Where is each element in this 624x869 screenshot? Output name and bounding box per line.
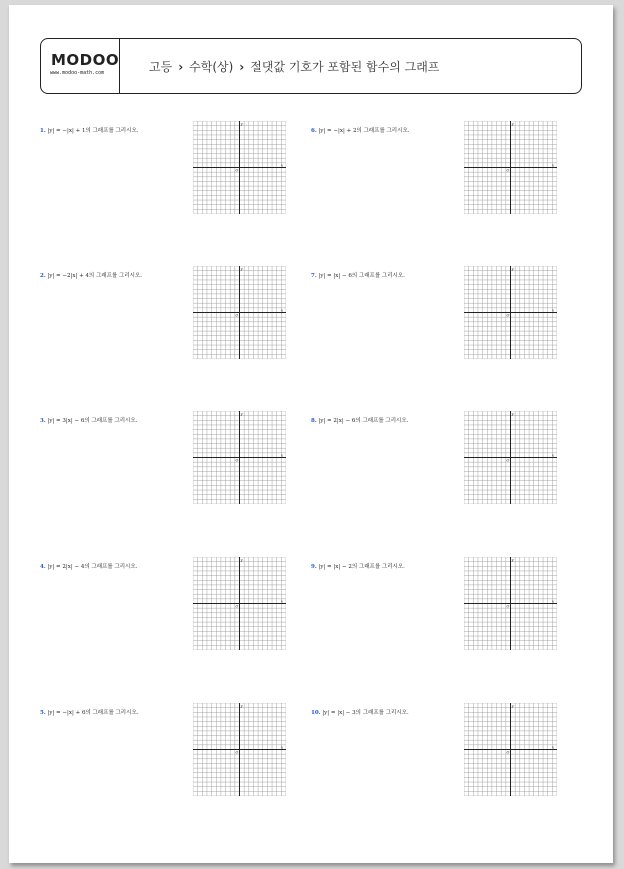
logo[interactable] [41,39,120,93]
problem-number: 5. [40,710,46,716]
problem-item [40,267,330,371]
origin-label: O [506,458,510,463]
x-axis-label: x [552,308,554,313]
origin-label: O [506,313,510,318]
problem-text [40,708,139,716]
problem-statement: |y| = −|x| + 6의 그래프를 그리시오. [45,710,139,716]
problem-statement: |y| = 3|x| − 6의 그래프를 그리시오. [45,418,138,424]
problem-text [311,708,409,716]
origin-label: O [506,750,510,755]
breadcrumb-item-topic[interactable]: 절댓값 기호가 포함된 함수의 그래프 [250,60,440,74]
problem-item [40,704,330,808]
problem-statement: |y| = −2|x| + 4의 그래프를 그리시오. [45,273,142,279]
problem-text [40,271,142,279]
problem-text [40,126,139,134]
problem-item [311,412,601,516]
coordinate-grid[interactable] [464,411,557,504]
logo-url: www.modoo-math.com [50,70,105,76]
header-banner [40,38,582,94]
problem-item [40,558,330,662]
worksheet-page [9,5,613,863]
problem-number: 4. [40,564,46,570]
problem-statement: |y| = |x| − 3의 그래프를 그리시오. [320,710,409,716]
y-axis-label: y [511,122,514,126]
problem-number: 7. [311,273,317,279]
problem-statement: |y| = −|x| + 2의 그래프를 그리시오. [316,128,410,134]
problem-text [40,416,137,424]
coordinate-grid[interactable] [193,411,286,504]
x-axis-label: x [281,163,283,168]
coordinate-grid[interactable] [193,703,286,796]
problem-statement: |y| = 2|x| − 4의 그래프를 그리시오. [45,564,138,570]
y-axis-label: y [240,412,243,416]
x-axis-label: x [552,745,554,750]
x-axis-label: x [281,599,283,604]
chevron-right-icon: › [239,60,245,74]
problem-text [40,562,137,570]
y-axis-label: y [511,412,514,416]
problem-item [311,267,601,371]
y-axis-label: y [511,704,514,708]
coordinate-grid[interactable] [193,121,286,214]
x-axis-label: x [281,308,283,313]
coordinate-grid[interactable] [193,266,286,359]
x-axis-label: x [281,745,283,750]
problem-number: 3. [40,418,46,424]
y-axis-label: y [240,558,243,562]
problem-text [311,562,405,570]
breadcrumb-item-level[interactable]: 고등 [149,60,173,74]
problem-statement: |y| = −|x| + 1의 그래프를 그리시오. [45,128,139,134]
y-axis-label: y [511,267,514,271]
x-axis-label: x [552,599,554,604]
problem-item [311,558,601,662]
y-axis-label: y [240,704,243,708]
problem-text [311,416,408,424]
problem-item [311,704,601,808]
coordinate-grid[interactable] [193,557,286,650]
problem-item [311,122,601,226]
x-axis-label: x [281,453,283,458]
origin-label: O [506,168,510,173]
problem-text [311,271,405,279]
x-axis-label: x [552,453,554,458]
chevron-right-icon: › [178,60,184,74]
problem-statement: |y| = |x| − 2의 그래프를 그리시오. [316,564,405,570]
problem-statement: |y| = |x| − 6의 그래프를 그리시오. [316,273,405,279]
x-axis-label: x [552,163,554,168]
breadcrumb [149,58,439,75]
origin-label: O [506,604,510,609]
logo-text: MODOO [51,51,120,69]
origin-label: O [235,604,239,609]
coordinate-grid[interactable] [464,121,557,214]
origin-label: O [235,458,239,463]
problem-number: 8. [311,418,317,424]
problem-statement: |y| = 2|x| − 6의 그래프를 그리시오. [316,418,409,424]
problem-number: 2. [40,273,46,279]
y-axis-label: y [240,267,243,271]
problem-number: 10. [311,710,321,716]
coordinate-grid[interactable] [464,703,557,796]
breadcrumb-item-subject[interactable]: 수학(상) [189,60,234,74]
problem-text [311,126,410,134]
origin-label: O [235,750,239,755]
problem-number: 1. [40,128,46,134]
problem-item [40,122,330,226]
problem-item [40,412,330,516]
problem-number: 6. [311,128,317,134]
problem-number: 9. [311,564,317,570]
y-axis-label: y [511,558,514,562]
coordinate-grid[interactable] [464,266,557,359]
origin-label: O [235,168,239,173]
coordinate-grid[interactable] [464,557,557,650]
y-axis-label: y [240,122,243,126]
origin-label: O [235,313,239,318]
